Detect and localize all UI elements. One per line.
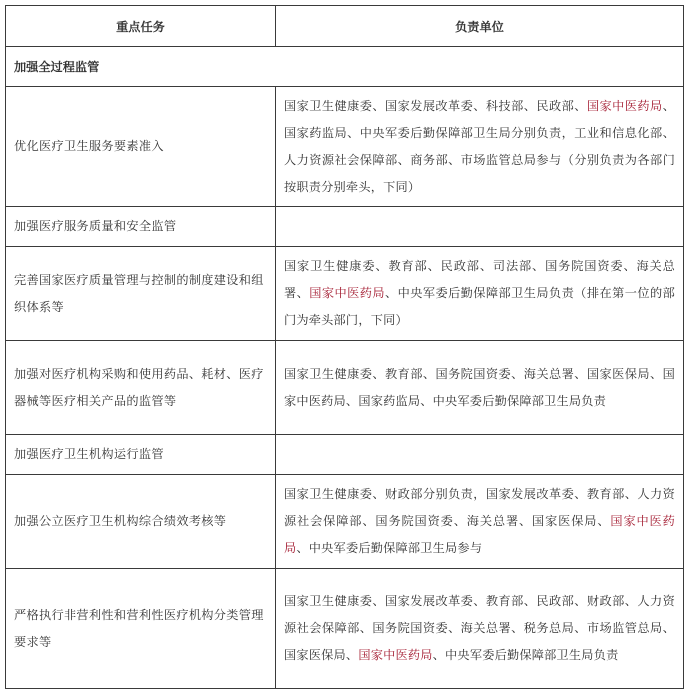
table-row	[6, 475, 684, 569]
section-row	[6, 47, 684, 87]
task-cell: 优化医疗卫生服务要素准入	[6, 87, 276, 207]
task-cell: 加强公立医疗卫生机构综合绩效考核等	[6, 475, 276, 569]
units-cell	[276, 87, 684, 207]
section-title: 加强全过程监管	[6, 47, 684, 87]
units-cell	[276, 247, 684, 341]
unit-text: 国家卫生健康委、教育部、民政部、司法部、国务院国资委、海关总署、	[284, 259, 675, 300]
units-cell	[276, 435, 684, 475]
header-task: 重点任务	[6, 6, 276, 47]
units-cell	[276, 207, 684, 247]
units-cell	[276, 475, 684, 569]
table-row	[6, 341, 684, 435]
highlighted-unit: 国家中医药局	[309, 286, 385, 300]
task-table	[5, 5, 684, 689]
unit-text: 国家卫生健康委、国家发展改革委、教育部、民政部、财政部、人力资源社会保障部、国务院国资委、海关总署、税务总局、市场监管总局、国家医保局、	[284, 594, 675, 662]
table-header-row	[6, 6, 684, 47]
header-units: 负责单位	[276, 6, 684, 47]
highlighted-unit: 国家中医药局	[358, 648, 433, 662]
unit-text: 国家卫生健康委、教育部、国务院国资委、海关总署、国家医保局、国家中医药局、国家药监局、中央军委后勤保障部卫生局负责	[284, 366, 675, 408]
highlighted-unit: 国家中医药局	[586, 98, 663, 113]
table-row	[6, 569, 684, 689]
unit-text: 、中央军委后勤保障部卫生局参与	[296, 541, 483, 555]
unit-text: 、国家药监局、中央军委后勤保障部卫生局分别负责，工业和信息化部、人力资源社会保障部、商务部、市场监管总局参与（分别负责为各部门按职责分别牵头，下同）	[284, 98, 675, 194]
highlighted-unit: 国家中医药局	[284, 514, 676, 555]
table-row	[6, 247, 684, 341]
unit-text: 、中央军委后勤保障部卫生局负责	[432, 648, 619, 662]
unit-text: 国家卫生健康委、财政部分别负责，国家发展改革委、教育部、人力资源社会保障部、国务院国资委、海关总署、国家医保局、	[284, 487, 675, 528]
unit-text: 国家卫生健康委、国家发展改革委、科技部、民政部、	[284, 98, 587, 113]
task-cell: 完善国家医疗质量管理与控制的制度建设和组织体系等	[6, 247, 276, 341]
units-cell	[276, 569, 684, 689]
table-row	[6, 435, 684, 475]
table-row	[6, 87, 684, 207]
task-cell: 加强医疗服务质量和安全监管	[6, 207, 276, 247]
task-cell: 加强医疗卫生机构运行监管	[6, 435, 276, 475]
table-row	[6, 207, 684, 247]
units-cell	[276, 341, 684, 435]
task-cell: 加强对医疗机构采购和使用药品、耗材、医疗器械等医疗相关产品的监管等	[6, 341, 276, 435]
task-cell: 严格执行非营利性和营利性医疗机构分类管理要求等	[6, 569, 276, 689]
unit-text: 、中央军委后勤保障部卫生局负责（排在第一位的部门为牵头部门，下同）	[284, 286, 675, 327]
